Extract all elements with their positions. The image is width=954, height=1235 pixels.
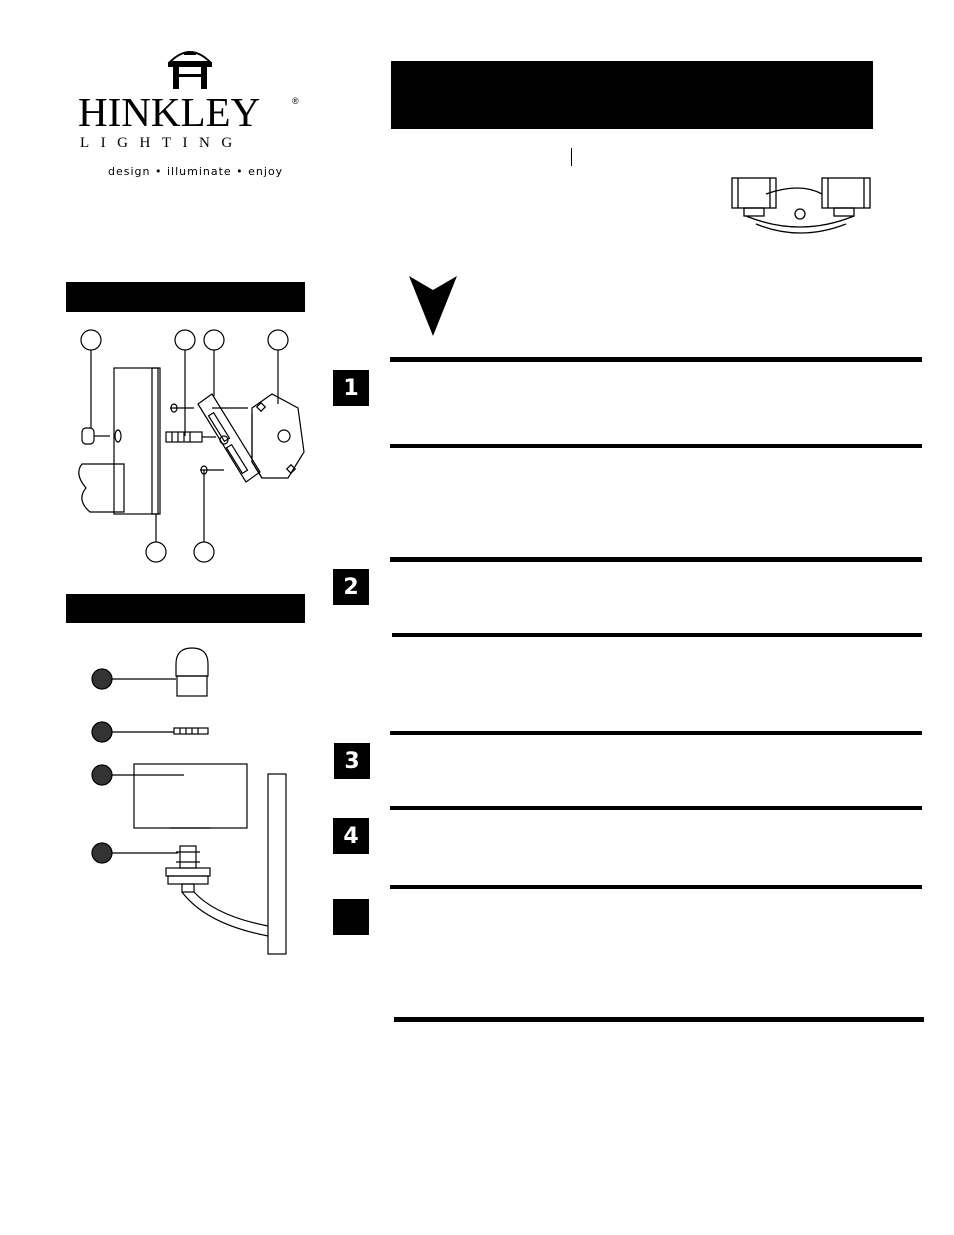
rule-6 bbox=[390, 806, 922, 810]
logo-emblem-icon bbox=[164, 44, 216, 90]
title-bar bbox=[391, 61, 873, 129]
parts-diagram bbox=[80, 640, 310, 960]
brand-tagline: design • illuminate • enjoy bbox=[108, 165, 284, 178]
double-light-fixture-icon bbox=[726, 172, 876, 244]
step-5-marker bbox=[333, 899, 369, 935]
rule-1 bbox=[390, 357, 922, 362]
step-4-marker: 4 bbox=[333, 818, 369, 854]
down-arrow-icon bbox=[409, 276, 457, 336]
rule-4 bbox=[392, 633, 922, 637]
rule-8 bbox=[394, 1017, 924, 1022]
mounting-diagram bbox=[66, 322, 306, 572]
brand-logo bbox=[70, 40, 310, 190]
rule-2 bbox=[390, 444, 922, 448]
rule-3 bbox=[390, 557, 922, 562]
step-1-marker: 1 bbox=[333, 370, 369, 406]
parts-list-header-bar bbox=[66, 594, 305, 623]
parts-header-bar bbox=[66, 282, 305, 312]
registered-mark: ® bbox=[292, 96, 299, 106]
divider-tick bbox=[571, 148, 572, 166]
rule-7 bbox=[390, 885, 922, 889]
rule-5 bbox=[390, 731, 922, 735]
brand-name: HINKLEY bbox=[78, 89, 261, 135]
step-3-marker: 3 bbox=[334, 743, 370, 779]
step-2-marker: 2 bbox=[333, 569, 369, 605]
brand-subtitle: LIGHTING bbox=[80, 135, 244, 151]
